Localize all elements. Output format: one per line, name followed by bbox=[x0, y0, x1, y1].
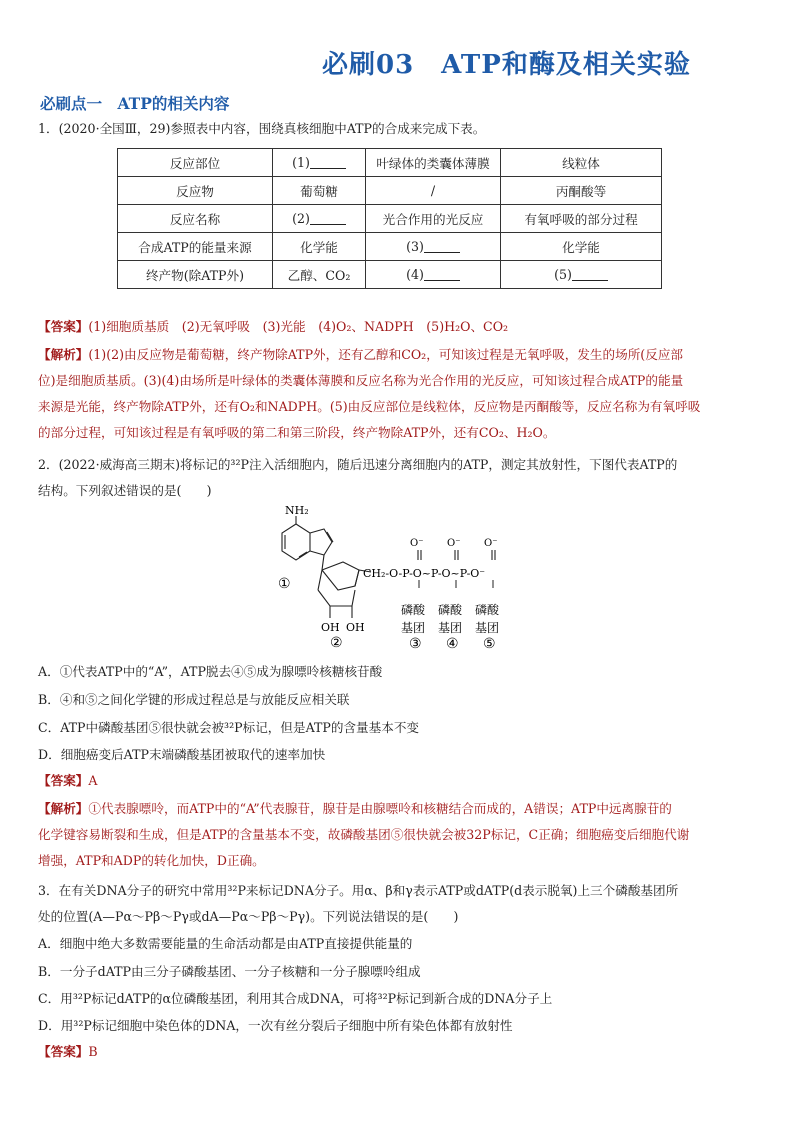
table-cell: 光合作用的光反应 bbox=[366, 205, 501, 233]
q3-answer: 【答案】B bbox=[38, 1044, 98, 1059]
table-row bbox=[118, 149, 662, 177]
q1-analysis: 【解析】(1)(2)由反应物是葡萄糖，终产物除ATP外，还有乙醇和CO₂，可知该过程是无氧呼吸，发生的场所(反应部 位)是细胞质基质。(3)(4)由场所是叶绿体的类囊体薄膜和反应名称为光合作用的光反应，可知该过程合成ATP的能量 来源是光能，终产物除ATP外，还有O₂和NADPH。(5)由反应部位是线粒体，反应物是丙酮酸等，反应名称为有氧呼吸 的部分过程，可知该过程是有氧呼吸的第二和第三阶段，终产物除ATP外，还有CO₂、H₂O。 bbox=[38, 347, 701, 440]
table-cell: 线粒体 bbox=[501, 149, 662, 177]
mark-5: ⑤ bbox=[483, 636, 496, 652]
table-cell: 终产物(除ATP外) bbox=[118, 261, 273, 289]
q2-option-a: A．①代表ATP中的“A”，ATP脱去④⑤成为腺嘌呤核糖核苷酸 bbox=[38, 664, 383, 679]
table-cell: 丙酮酸等 bbox=[501, 177, 662, 205]
table-cell: / bbox=[366, 177, 501, 205]
section-heading: 必刷点一 ATP的相关内容 bbox=[40, 94, 230, 113]
q2-option-b: B．④和⑤之间化学键的形成过程总是与放能反应相关联 bbox=[38, 692, 350, 707]
table-cell: (2) bbox=[273, 205, 366, 233]
q2-stem: 2．(2022·威海高三期末)将标记的³²P注入活细胞内，随后迅速分离细胞内的ATP，测定其放射性，下图代表ATP的 结构。下列叙述错误的是( ) bbox=[38, 457, 678, 498]
page-title: 必刷03 ATP和酶及相关实验 bbox=[322, 50, 691, 80]
table-row bbox=[118, 177, 662, 205]
mark-1: ① bbox=[278, 576, 291, 592]
o-minus-label: O⁻ bbox=[484, 538, 498, 549]
phosphate-label: 磷酸 bbox=[475, 603, 500, 617]
table-cell: (4) bbox=[366, 261, 501, 289]
table-cell: (5) bbox=[501, 261, 662, 289]
q1-answer: 【答案】(1)细胞质基质 (2)无氧呼吸 (3)光能 (4)O₂、NADPH (5)H₂O、CO₂ bbox=[38, 319, 509, 334]
mark-2: ② bbox=[330, 635, 343, 651]
table-cell: 乙醇、CO₂ bbox=[273, 261, 366, 289]
q2-answer: 【答案】A bbox=[38, 773, 98, 788]
table-row bbox=[118, 205, 662, 233]
q2-analysis: 【解析】①代表腺嘌呤，而ATP中的“A”代表腺苷，腺苷是由腺嘌呤和核糖结合而成的，A错误；ATP中远离腺苷的 化学键容易断裂和生成，但是ATP的含量基本不变，故磷酸基团⑤很快就会被32P标记，C正确；细胞癌变后细胞代谢 增强，ATP和ADP的转化加快，D正确。 bbox=[38, 801, 690, 868]
phosphate-label: 磷酸 bbox=[438, 603, 463, 617]
table-cell: 化学能 bbox=[273, 233, 366, 261]
phosphate-chain: CH₂-O-P-O~P-O~P-O⁻ bbox=[363, 567, 486, 580]
table-cell: 反应物 bbox=[118, 177, 273, 205]
mark-4: ④ bbox=[446, 636, 459, 652]
table-cell: 葡萄糖 bbox=[273, 177, 366, 205]
table-cell: 反应部位 bbox=[118, 149, 273, 177]
table-cell: 合成ATP的能量来源 bbox=[118, 233, 273, 261]
q3-option-b: B．一分子dATP由三分子磷酸基团、一分子核糖和一分子腺嘌呤组成 bbox=[38, 964, 421, 979]
atp-structure-diagram bbox=[255, 502, 545, 652]
mark-3: ③ bbox=[409, 636, 422, 652]
group-label: 基团 bbox=[438, 621, 463, 635]
table-cell: 有氧呼吸的部分过程 bbox=[501, 205, 662, 233]
table-row bbox=[118, 261, 662, 289]
group-label: 基团 bbox=[475, 621, 500, 635]
table-cell: (3) bbox=[366, 233, 501, 261]
nh2-label: NH₂ bbox=[285, 504, 309, 517]
q3-option-d: D．用³²P标记细胞中染色体的DNA，一次有丝分裂后子细胞中所有染色体都有放射性 bbox=[38, 1018, 513, 1033]
table-cell: 化学能 bbox=[501, 233, 662, 261]
phosphate-label: 磷酸 bbox=[401, 603, 426, 617]
q1-table bbox=[117, 148, 662, 289]
table-cell: (1) bbox=[273, 149, 366, 177]
table-cell: 反应名称 bbox=[118, 205, 273, 233]
oh-label: OH bbox=[321, 621, 340, 634]
table-cell: 叶绿体的类囊体薄膜 bbox=[366, 149, 501, 177]
q2-option-d: D．细胞癌变后ATP末端磷酸基团被取代的速率加快 bbox=[38, 747, 326, 762]
o-minus-label: O⁻ bbox=[447, 538, 461, 549]
q3-option-c: C．用³²P标记dATP的α位磷酸基团，利用其合成DNA，可将³²P标记到新合成的DNA分子上 bbox=[38, 991, 553, 1006]
o-minus-label: O⁻ bbox=[410, 538, 424, 549]
group-label: 基团 bbox=[401, 621, 426, 635]
q3-option-a: A．细胞中绝大多数需要能量的生命活动都是由ATP直接提供能量的 bbox=[38, 936, 413, 951]
q2-option-c: C．ATP中磷酸基团⑤很快就会被³²P标记，但是ATP的含量基本不变 bbox=[38, 720, 420, 735]
table-row bbox=[118, 233, 662, 261]
q3-stem: 3．在有关DNA分子的研究中常用³²P来标记DNA分子。用α、β和γ表示ATP或dATP(d表示脱氧)上三个磷酸基团所 处的位置(A—Pα～Pβ～Pγ或dA—Pα～Pβ～Pγ)。下列说法错误的是( ) bbox=[38, 883, 679, 924]
q1-stem: 1．(2020·全国Ⅲ，29)参照表中内容，围绕真核细胞中ATP的合成来完成下表。 bbox=[38, 121, 486, 136]
oh-label: OH bbox=[346, 621, 365, 634]
